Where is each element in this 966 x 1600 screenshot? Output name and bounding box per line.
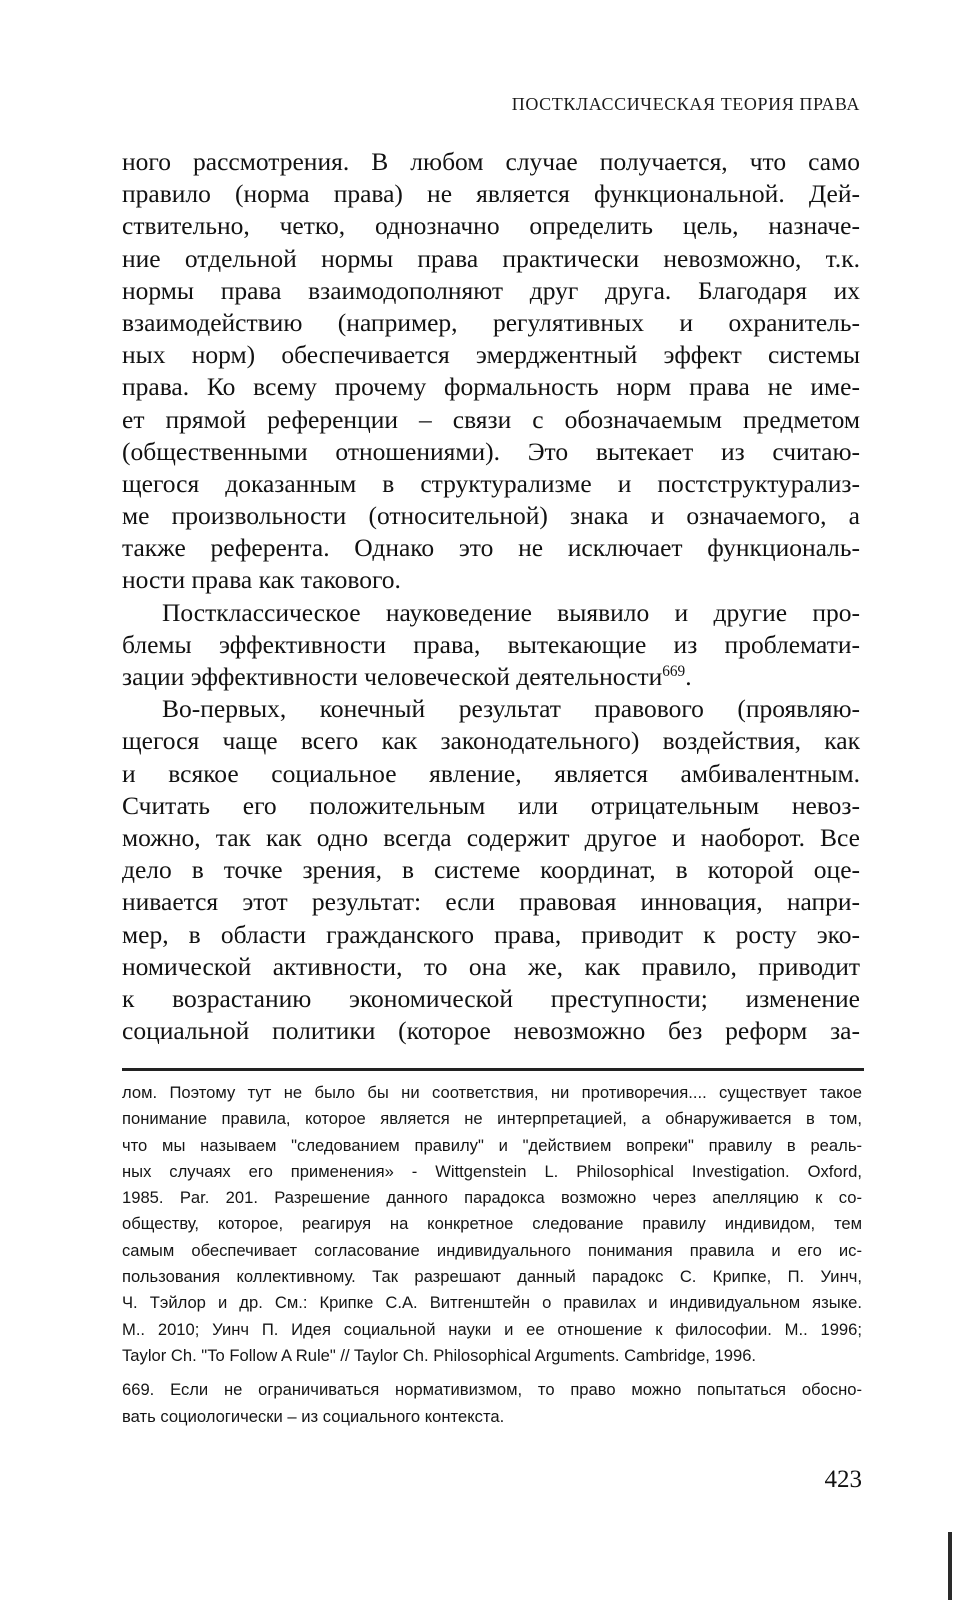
text-line-content: зации эффективности человеческой деятельности [122,662,663,691]
text-line: Считать его положительным или отрицательным невоз- [122,790,860,820]
text-line: щегося чаще всего как законодательного) воздействия, как [122,726,860,756]
text-line: ных норм) обеспечивается эмерджентный эффект системы [122,340,860,370]
text-line: дело в точке зрения, в системе координат, в которой оце- [122,855,860,885]
footnote-line: М.. 2010; Уинч П. Идея социальной науки и ее отношение к философии. М.. 1996; [122,1319,862,1339]
text-line: ет прямой референции – связи с обозначаемым предметом [122,404,860,434]
text-line: можно, так как одно всегда содержит другое и наоборот. Все [122,822,860,852]
text-line: блемы эффективности права, вытекающие из проблемати- [122,629,860,659]
text-line-with-footnote-ref [122,661,860,693]
page-number: 423 [824,1466,862,1493]
text-line: мер, в области гражданского права, приводит к росту эко- [122,919,860,949]
footnote-line: ных случаях его применения» - Wittgenstein L. Philosophical Investigation. Oxford, [122,1161,862,1181]
footnote-line: Ч. Тэйлор и др. См.: Крипке С.А. Витгенштейн о правилах и индивидуальном языке. [122,1293,862,1313]
footnote-reference[interactable]: 669 [662,662,686,680]
footnotes-section [122,1080,862,1430]
text-line: нивается этот результат: если правовая инновация, напри- [122,887,860,917]
footnote-line: что мы называем "следованием правилу" и "действием вопреки" правилу в реаль- [122,1135,862,1155]
footnote-669-line: вать социологически – из социального контекста. [122,1406,505,1426]
text-line: к возрастанию экономической преступности; изменение [122,983,860,1013]
paragraph-start-line: Постклассическое науковедение выявило и другие про- [162,597,860,627]
text-line: ности права как такового. [122,565,401,595]
text-line: взаимодействию (например, регулятивных и охранитель- [122,307,860,337]
sentence-period: . [685,662,692,691]
footnote-line: понимание правила, которое является не интерпретацией, а обнаруживается в том, [122,1109,862,1129]
text-line: номической активности, то она же, как правило, приводит [122,951,860,981]
text-line: ние отдельной нормы права практически невозможно, т.к. [122,243,860,273]
footnote-669-line: 669. Если не ограничиваться нормативизмом, то право можно попытаться обосно- [122,1380,862,1400]
main-text [122,146,860,1047]
text-line: щегося доказанным в структурализме и постструктурализ- [122,468,860,498]
text-line: и всякое социальное явление, является амбивалентным. [122,758,860,788]
footnote-spacer [122,1369,862,1377]
text-line: социальной политики (которое невозможно без реформ за- [122,1016,860,1046]
text-line: ного рассмотрения. В любом случае получается, что само [122,147,860,176]
running-header: ПОСТКЛАССИЧЕСКАЯ ТЕОРИЯ ПРАВА [511,94,860,114]
footnote-line: пользования коллективному. Так разрешают данный парадокс С. Крипке, П. Уинч, [122,1267,862,1287]
text-line: (общественными отношениями). Это вытекает из считаю- [122,436,860,466]
footnote-line: самым обеспечивает согласование индивидуального понимания правила и его ис- [122,1240,862,1260]
text-line: правило (норма права) не является функциональной. Дей- [122,179,860,209]
footnote-divider [122,1068,864,1071]
footnote-line: обществу, которое, реагируя на конкретное следование правилу индивидом, тем [122,1214,862,1234]
footnote-line: Taylor Ch. "To Follow A Rule" // Taylor Ch. Philosophical Arguments. Cambridge, 1996. [122,1345,757,1365]
text-line: также референта. Однако это не исключает функциональ- [122,533,860,563]
scan-edge-mark [948,1532,952,1600]
text-line: ствительно, четко, однозначно определить цель, назначе- [122,211,860,241]
text-line: ме произвольности (относительной) знака и означаемого, а [122,501,860,531]
text-line: нормы права взаимодополняют друг друга. Благодаря их [122,275,860,305]
paragraph-start-line: Во-первых, конечный результат правового (проявляю- [162,694,860,724]
text-line: права. Ко всему прочему формальность норм права не име- [122,372,860,402]
footnote-line: 1985. Par. 201. Разрешение данного парадокса возможно через апелляцию к со- [122,1188,862,1208]
footnote-line: лом. Поэтому тут не было бы ни соответствия, ни противоречия.... существует такое [122,1083,862,1102]
